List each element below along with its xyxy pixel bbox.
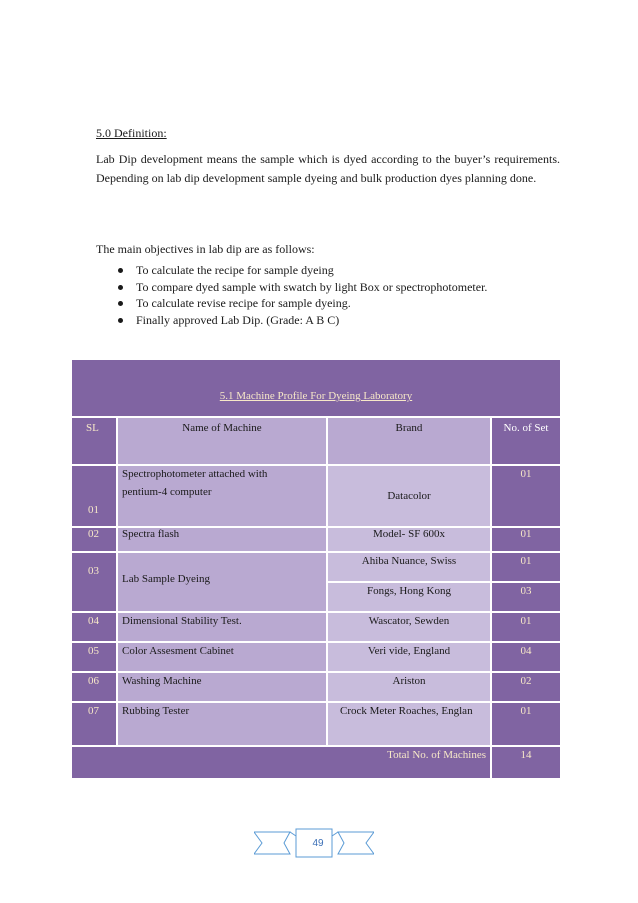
table-cell-name: Spectrophotometer attached with pentium-4 computer — [118, 466, 326, 526]
bullet-icon — [118, 268, 123, 273]
table-cell-qty: 02 — [492, 673, 560, 701]
table-cell-qty: 03 — [492, 583, 560, 611]
list-item: Finally approved Lab Dip. (Grade: A B C) — [96, 312, 487, 329]
table-title: 5.1 Machine Profile For Dyeing Laboratory — [219, 390, 413, 402]
table-row: 01 — [72, 466, 116, 526]
table-cell-brand: Wascator, Sewden — [328, 613, 490, 641]
table-cell-qty: 04 — [492, 643, 560, 671]
definition-paragraph: Lab Dip development means the sample which is dyed according to the buyer’s requirements. Depending on lab dip development sample dyeing and bulk production dyes planning done. — [96, 152, 560, 185]
bullet-icon — [118, 285, 123, 290]
header-name: Name of Machine — [118, 418, 326, 464]
table-cell-brand: Fongs, Hong Kong — [328, 583, 490, 611]
header-brand: Brand — [328, 418, 490, 464]
list-item: To compare dyed sample with swatch by light Box or spectrophotometer. — [96, 279, 487, 296]
table-cell-brand: Ahiba Nuance, Swiss — [328, 553, 490, 581]
bullet-icon — [118, 318, 123, 323]
table-row: 06 — [72, 673, 116, 701]
table-title-row — [72, 360, 560, 416]
table-cell-qty: 01 — [492, 613, 560, 641]
table-cell-qty: 01 — [492, 528, 560, 551]
table-row: 04 — [72, 613, 116, 641]
objectives-list — [96, 262, 487, 328]
page-number: 49 — [312, 838, 324, 849]
table-cell-qty: 01 — [492, 466, 560, 526]
table-cell-brand: Datacolor — [328, 466, 490, 526]
total-value-cell — [492, 747, 560, 778]
table-cell-brand: Ariston — [328, 673, 490, 701]
table-row: 07 — [72, 703, 116, 745]
table-cell-name: Rubbing Tester — [118, 703, 326, 745]
table-cell-brand: Crock Meter Roaches, Englan — [328, 703, 490, 745]
table-row: 03 — [72, 553, 116, 611]
table-cell-qty: 01 — [492, 553, 560, 581]
total-value: 14 — [520, 749, 532, 761]
total-row — [72, 747, 490, 778]
header-sl: SL — [72, 418, 116, 464]
table-row: 02 — [72, 528, 116, 551]
table-cell-brand: Veri vide, England — [328, 643, 490, 671]
header-qty: No. of Set — [492, 418, 560, 464]
table-cell-name: Color Assesment Cabinet — [118, 643, 326, 671]
table-cell-qty: 01 — [492, 703, 560, 745]
objectives-intro: The main objectives in lab dip are as follows: — [96, 242, 315, 256]
list-item: To calculate revise recipe for sample dyeing. — [96, 295, 487, 312]
machine-profile-table — [72, 360, 560, 778]
total-label: Total No. of Machines — [387, 749, 486, 761]
table-row: 05 — [72, 643, 116, 671]
list-item: To calculate the recipe for sample dyeing — [96, 262, 487, 279]
table-cell-name: Dimensional Stability Test. — [118, 613, 326, 641]
bullet-icon — [118, 301, 123, 306]
table-cell-name: Lab Sample Dyeing — [118, 553, 326, 611]
table-cell-name: Spectra flash — [118, 528, 326, 551]
table-cell-name: Washing Machine — [118, 673, 326, 701]
table-cell-brand: Model- SF 600x — [328, 528, 490, 551]
section-heading: 5.0 Definition: — [96, 126, 167, 140]
